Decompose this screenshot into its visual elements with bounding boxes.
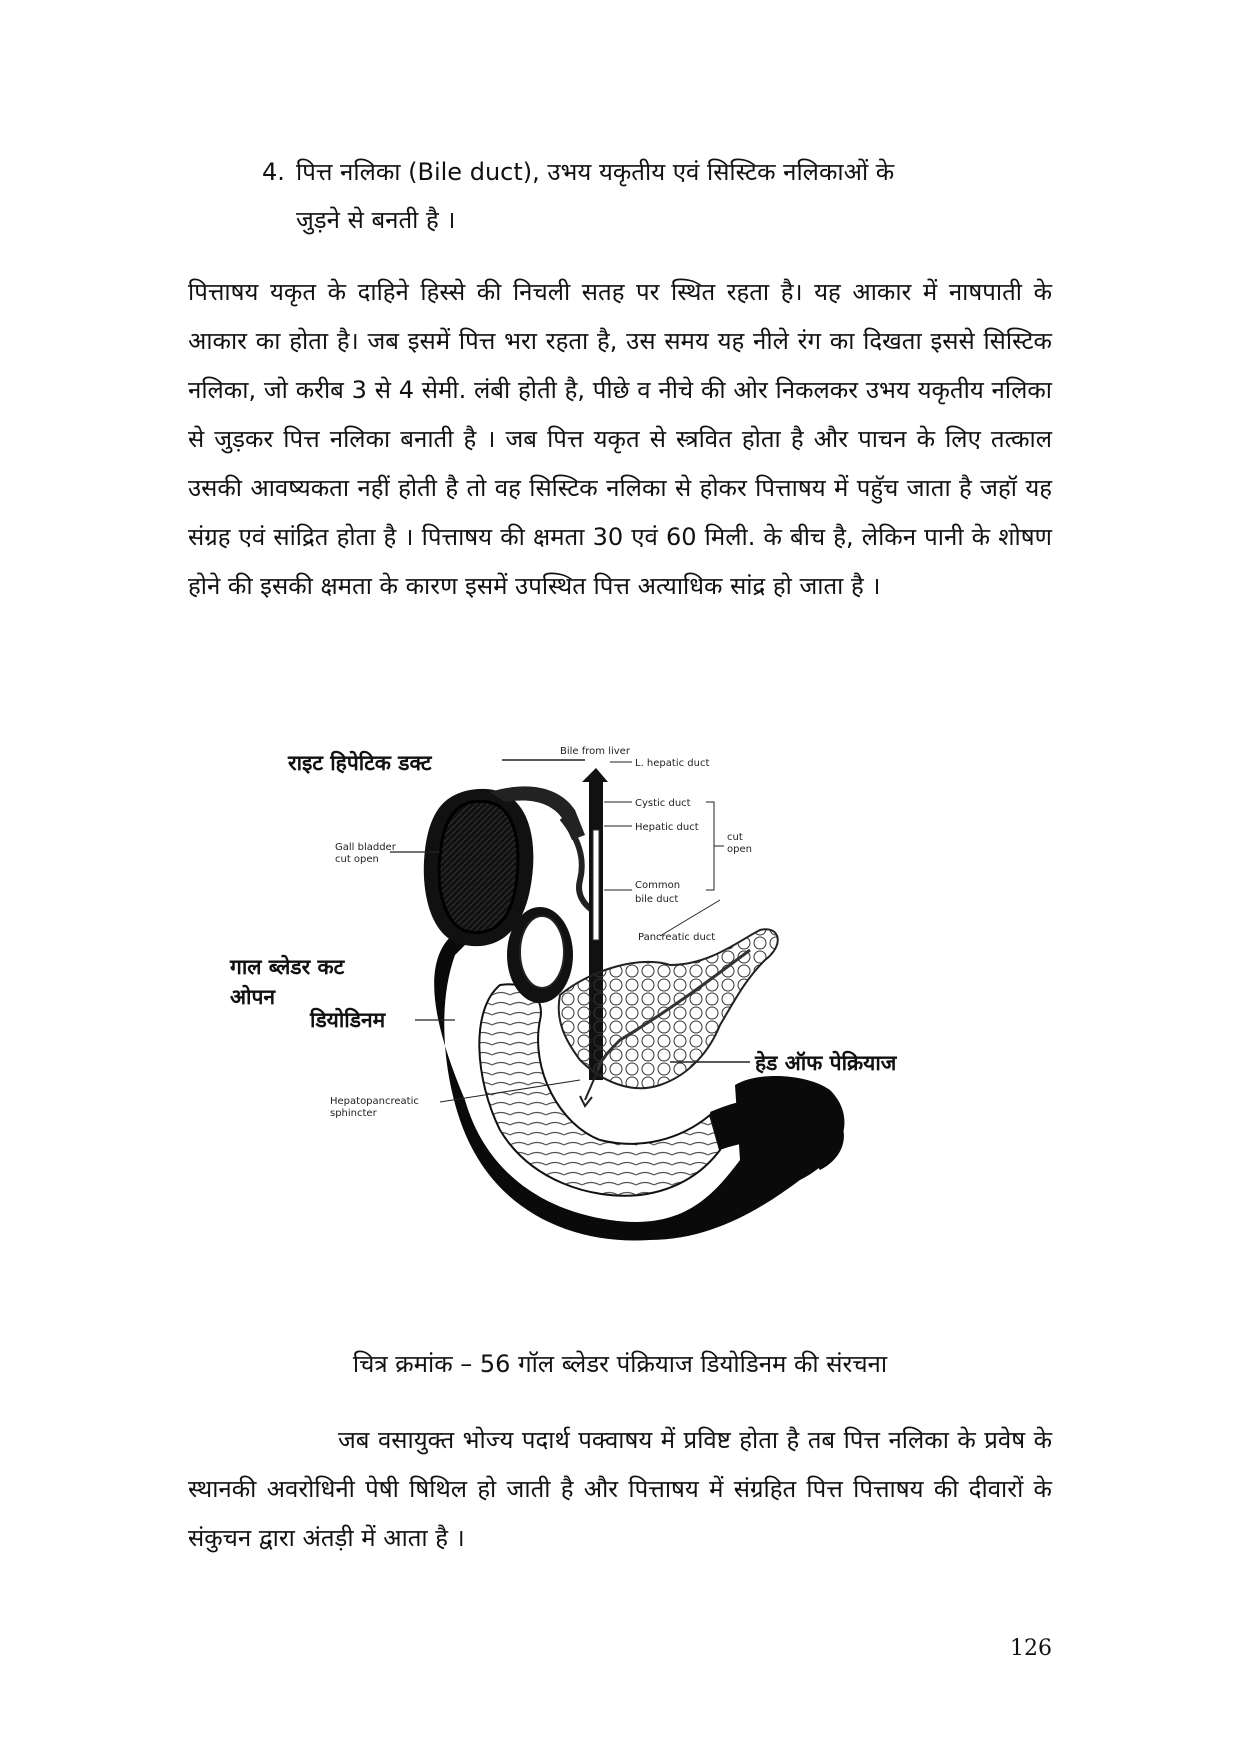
label-common-bile-duct: bile duct xyxy=(635,894,679,905)
list-number: 4. xyxy=(262,158,285,186)
label-pancreatic-duct: Pancreatic duct xyxy=(638,932,716,943)
label-gall-bladder-cut: cut open xyxy=(335,854,379,865)
label-gall-bladder: Gall bladder xyxy=(335,842,396,853)
page-number: 126 xyxy=(1010,1636,1052,1661)
label-head-of-pancreas: हेड ऑफ पेक्रियाज xyxy=(755,1051,897,1075)
label-cut: cut xyxy=(727,832,743,843)
list-text-line2: जुड़ने से बनती है । xyxy=(296,206,456,234)
list-text-line1: पित्त नलिका (Bile duct), उभय यकृतीय एवं सिस्टिक नलिकाओं के xyxy=(296,158,895,186)
paragraph-gallbladder-description: पित्ताषय यकृत के दाहिने हिस्से की निचली सतह पर स्थित रहता है। यह आकार में नाषपाती के आकार का होता है। जब इसमें पित्त भरा रहता है, उस समय यह नीले रंग का दिखता इससे सिस्टिक नलिका, जो करीब 3 से 4 सेमी. लंबी होती है, पीछे व नीचे की ओर निकलकर उभय यकृतीय नलिका से जुड़कर पित्त नलिका बनाती है । जब पित्त यकृत से स्त्रवित होता है और पाचन के लिए तत्काल उसकी आवष्यकता नहीं होती है तो वह सिस्टिक नलिका से होकर पित्ताषय में पहुॅच जाता है जहॉ यह संग्रह एवं सांद्रित होता है । पित्ताषय की क्षमता 30 एवं 60 मिली. के बीच है, लेकिन पानी के शोषण होने की इसकी क्षमता के कारण इसमें उपस्थित पित्त अत्याधिक सांद्र हो जाता है । xyxy=(188,278,1052,600)
label-duodenum: डियोडिनम xyxy=(310,1008,386,1032)
paragraph-fatty-food: जब वसायुक्त भोज्य पदार्थ पक्वाषय में प्रविष्ट होता है तब पित्त नलिका के प्रवेष के स्थानकी अवरोधिनी पेषी षिथिल हो जाती है और पित्ताषय में संग्रहित पित्त पित्ताषय की दीवारों के संकुचन द्वारा अंतड़ी में आता है । xyxy=(188,1426,1052,1552)
leader-pancreatic xyxy=(660,900,720,936)
label-gall-bladder-cut-open-1: गाल ब्लेडर कट xyxy=(230,955,345,979)
list-item-4 xyxy=(262,148,1052,244)
gallbladder-pancreas-duodenum-diagram xyxy=(230,740,1020,1300)
gallbladder-cut-open xyxy=(439,801,518,932)
label-right-hepatic-duct: राइट हिपेटिक डक्ट xyxy=(288,751,432,775)
figure-caption: चित्र क्रमांक – 56 गॉल ब्लेडर पंक्रियाज डियोडिनम की संरचना xyxy=(352,1350,888,1378)
label-l-hepatic-duct: L. hepatic duct xyxy=(635,758,710,769)
label-common: Common xyxy=(635,880,681,891)
cut-open-bracket xyxy=(706,802,714,890)
label-sphincter-2: sphincter xyxy=(330,1108,377,1119)
label-cystic-duct: Cystic duct xyxy=(635,798,691,809)
anatomy-figure xyxy=(230,740,1020,1300)
label-gall-bladder-cut-open-2: ओपन xyxy=(230,985,276,1009)
label-bile-from-liver: Bile from liver xyxy=(560,746,630,757)
label-hepatic-duct: Hepatic duct xyxy=(635,822,699,833)
label-sphincter-1: Hepatopancreatic xyxy=(330,1096,419,1107)
label-open: open xyxy=(727,844,752,855)
